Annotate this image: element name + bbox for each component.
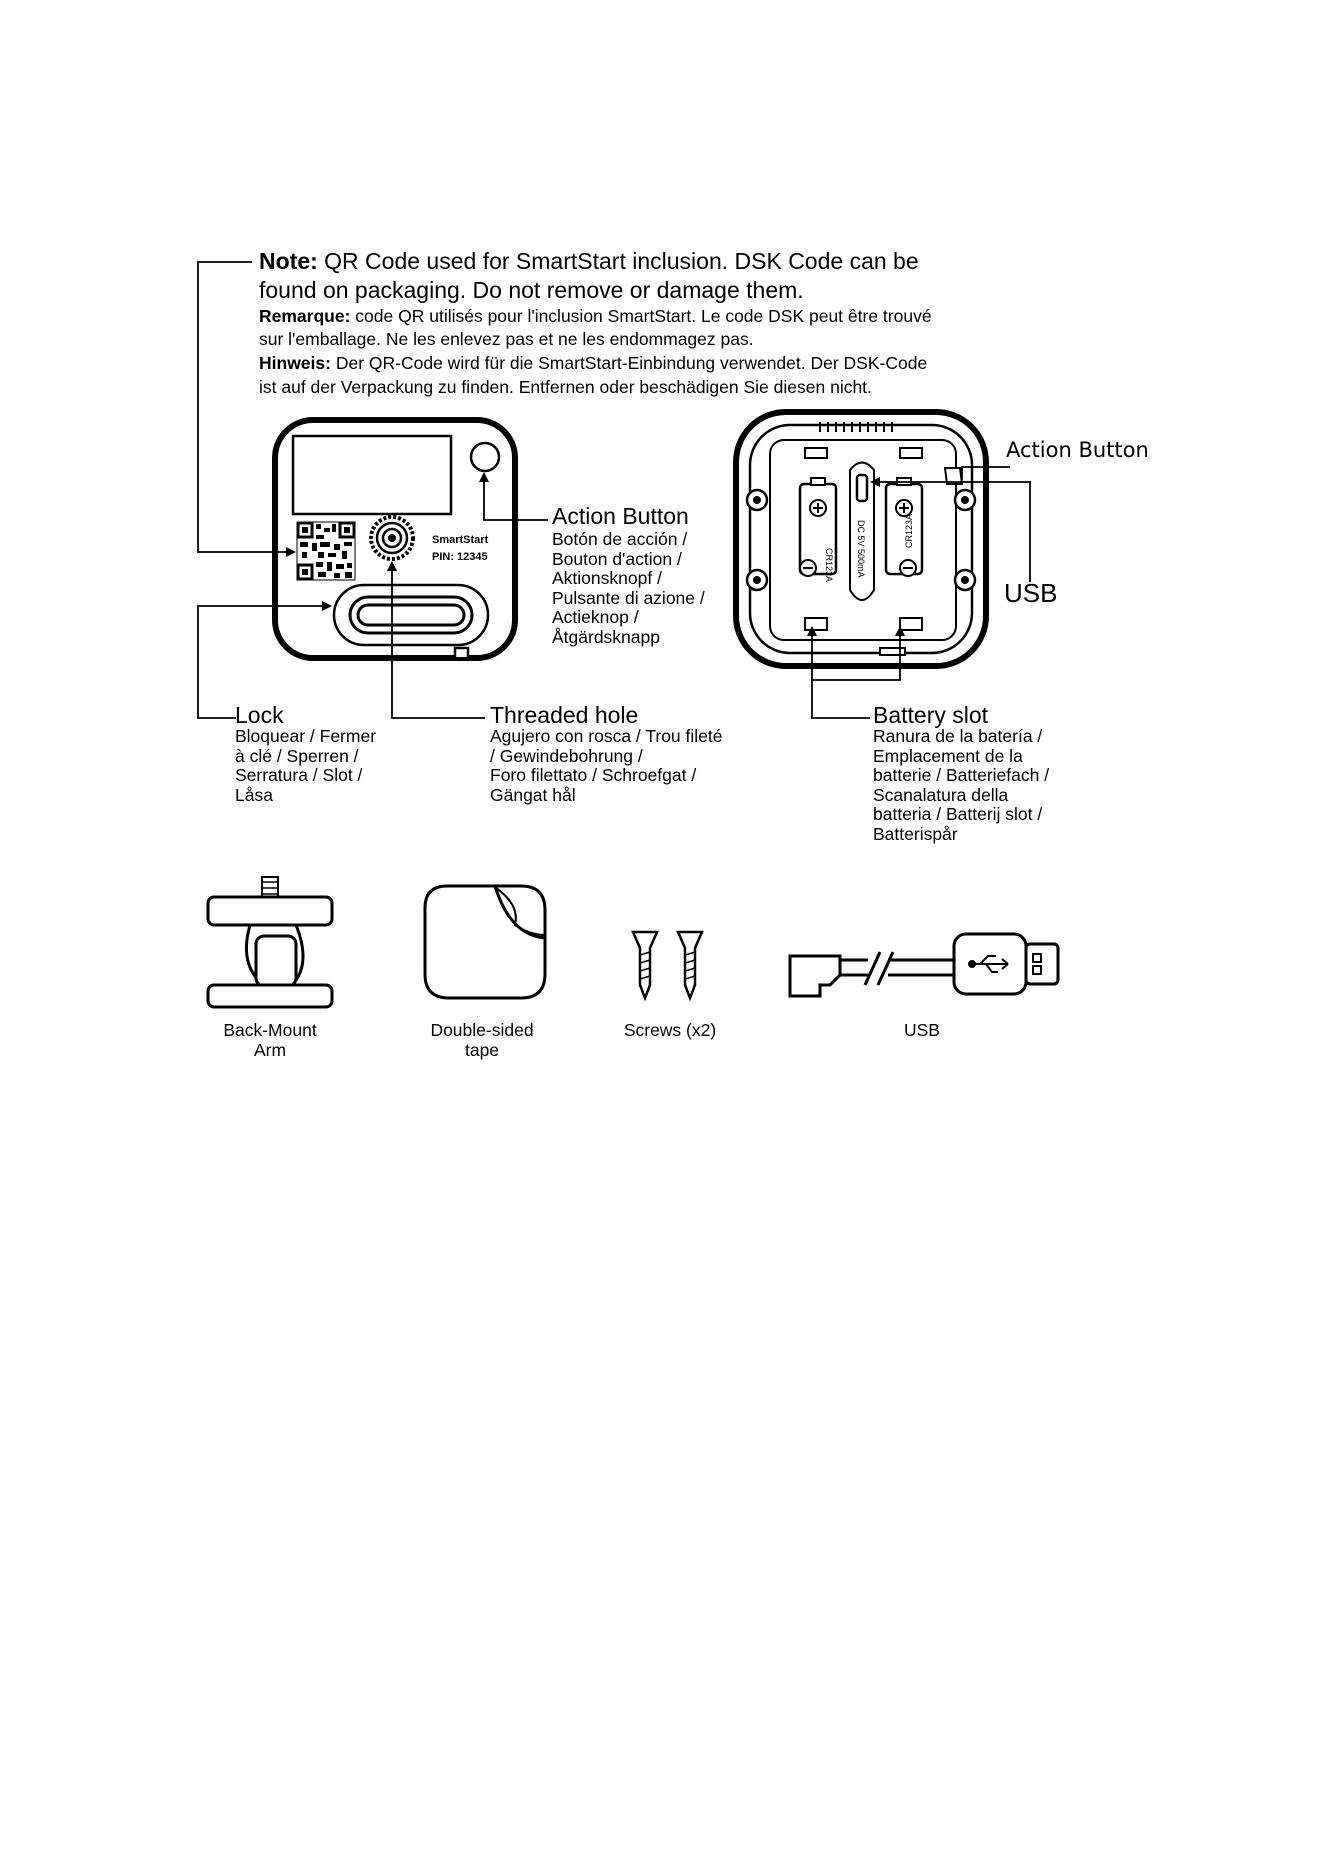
action-button-title: Action Button xyxy=(552,503,689,529)
threaded-line: Agujero con rosca / Trou fileté xyxy=(490,726,723,746)
note-de-label: Hinweis: xyxy=(259,353,331,373)
lock-line: Låsa xyxy=(235,784,273,805)
note-en-line2: found on packaging. Do not remove or damage them. xyxy=(259,277,804,303)
lock-line: Serratura / Slot / xyxy=(235,765,363,785)
lock-line: Bloquear / Fermer xyxy=(235,726,377,746)
action-button-translations xyxy=(552,530,705,647)
battery-left-text: CR123A xyxy=(824,548,834,583)
caption-line: USB xyxy=(904,1020,940,1040)
threaded-title: Threaded hole xyxy=(490,702,639,728)
smartstart-text: SmartStart xyxy=(432,534,489,546)
device-back xyxy=(736,412,986,666)
accessory-back-mount-arm xyxy=(208,877,332,1007)
accessory-usb-cable xyxy=(790,934,1058,996)
usb-right-label: USB xyxy=(1004,578,1058,608)
caption-screws xyxy=(600,1021,740,1041)
caption-line: Double-sided xyxy=(430,1020,534,1040)
note-de-text1: Der QR-Code wird für die SmartStart-Einbindung verwendet. Der DSK-Code xyxy=(335,353,928,373)
battery-line: Batterispår xyxy=(873,823,958,844)
caption-line: Arm xyxy=(253,1039,287,1060)
action-button-line: Actieknop / xyxy=(552,607,639,627)
action-button-line: Botón de acción / xyxy=(552,529,688,549)
threaded-line: / Gewindebohrung / xyxy=(490,745,643,766)
note-de-line2: ist auf der Verpackung zu finden. Entfernen oder beschädigen Sie diesen nicht. xyxy=(259,377,872,397)
accessory-double-sided-tape xyxy=(425,886,545,998)
action-button-line: Åtgärdsknapp xyxy=(552,626,660,647)
usb-port-text: DC 5V 500mA xyxy=(856,520,866,578)
note-fr-line2: sur l'emballage. Ne les enlevez pas et ne les endommagez pas. xyxy=(259,329,754,349)
accessory-screws xyxy=(633,932,702,998)
pin-text: PIN: 12345 xyxy=(432,551,488,563)
battery-line: batterie / Batteriefach / xyxy=(873,765,1050,785)
caption-line: Screws (x2) xyxy=(623,1020,717,1040)
action-button-line: Pulsante di azione / xyxy=(552,587,705,608)
label-window xyxy=(293,436,451,514)
caption-line: tape xyxy=(464,1039,500,1060)
battery-translations xyxy=(873,727,1049,844)
caption-line: Back-Mount xyxy=(223,1020,317,1040)
lock-slider xyxy=(334,585,488,645)
note-en-text1: QR Code used for SmartStart inclusion. DSK Code can be xyxy=(324,248,919,274)
lock-line: à clé / Sperren / xyxy=(235,745,359,766)
lock-translations xyxy=(235,727,376,805)
battery-line: Ranura de la batería / xyxy=(873,726,1043,746)
usb-port xyxy=(857,475,867,501)
note-en-label: Note: xyxy=(259,248,318,274)
note-fr-text1: code QR utilisés pour l'inclusion SmartStart. Le code DSK peut être trouvé xyxy=(355,306,932,326)
qr-code xyxy=(297,522,355,580)
battery-right-text: CR123A xyxy=(904,513,914,548)
threaded-translations xyxy=(490,727,722,805)
action-button-line: Bouton d'action / xyxy=(552,548,682,569)
note-fr-label: Remarque: xyxy=(259,306,351,326)
battery-line: Scanalatura della xyxy=(873,784,1009,805)
battery-title: Battery slot xyxy=(873,702,989,728)
battery-line: batteria / Batterij slot / xyxy=(873,804,1043,824)
caption-usb xyxy=(852,1021,992,1041)
threaded-line: Gängat hål xyxy=(490,784,576,805)
action-button-right-label: Action Button xyxy=(1006,438,1149,462)
threaded-hole-gear xyxy=(371,517,413,559)
action-button-circle xyxy=(471,443,499,471)
threaded-line: Foro filettato / Schroefgat / xyxy=(490,765,697,785)
caption-back-mount-arm xyxy=(200,1021,340,1060)
caption-double-sided-tape xyxy=(412,1021,552,1060)
lock-title: Lock xyxy=(235,702,284,728)
action-button-line: Aktionsknopf / xyxy=(552,568,662,588)
battery-line: Emplacement de la xyxy=(873,745,1023,766)
